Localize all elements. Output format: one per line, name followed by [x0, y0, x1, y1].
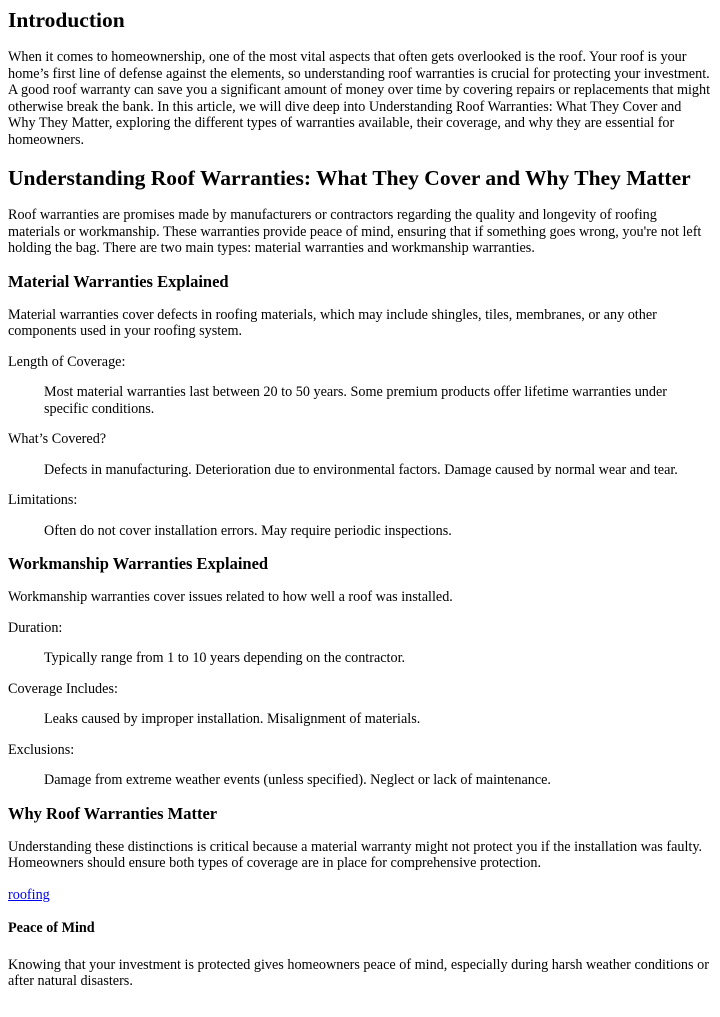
workmanship-term-coverage: Coverage Includes:: [8, 680, 118, 697]
roofing-link[interactable]: roofing: [8, 886, 50, 903]
workmanship-paragraph: Workmanship warranties cover issues related to how well a roof was installed.: [8, 589, 453, 605]
workmanship-definition-list: [8, 681, 712, 728]
workmanship-heading: Workmanship Warranties Explained: [8, 554, 269, 573]
workmanship-desc-coverage: Leaks caused by improper installation. Misalignment of materials.: [44, 711, 421, 727]
material-term-covered: What’s Covered?: [8, 431, 107, 447]
material-term-limitations: Limitations:: [8, 492, 78, 508]
peace-paragraph: Knowing that your investment is protected gives homeowners peace of mind, especially during harsh weather conditions or after natural disasters.: [8, 956, 709, 989]
intro-paragraph: When it comes to homeownership, one of the most vital aspects that often gets overlooked is the roof. Your roof is your home’s first line of defense against the elements, so understanding roof warranties is crucial for protecting your investment. A good roof warranty can save you a significant amount of money over time by covering repairs or replacements that might otherwise break the bank. In this article, we will dive deep into Understanding Roof Warranties: What They Cover and Why They Matter, exploring the different types of warranties available, their coverage, and why they are essential for homeowners.: [8, 49, 711, 148]
workmanship-term-duration: Duration:: [8, 619, 63, 636]
intro-heading: Introduction: [8, 8, 125, 32]
material-desc-limitations: Often do not cover installation errors. May require periodic inspections.: [44, 522, 452, 539]
workmanship-definition-list: [8, 742, 712, 789]
why-paragraph: Understanding these distinctions is critical because a material warranty might not protect you if the installation was faulty. Homeowners should ensure both types of coverage are in place for comprehensive protection.: [8, 838, 703, 871]
material-heading: Material Warranties Explained: [8, 271, 229, 291]
main-heading: Understanding Roof Warranties: What They Cover and Why They Matter: [8, 166, 691, 190]
material-definition-list: [8, 492, 712, 539]
material-definition-list: [8, 431, 712, 478]
workmanship-desc-duration: Typically range from 1 to 10 years depending on the contractor.: [44, 650, 406, 666]
material-term-length: Length of Coverage:: [8, 353, 126, 370]
material-paragraph: Material warranties cover defects in roofing materials, which may include shingles, tiles, membranes, or any other components used in your roofing system.: [8, 306, 657, 339]
peace-heading: Peace of Mind: [8, 920, 95, 936]
material-desc-covered: Defects in manufacturing. Deterioration due to environmental factors. Damage caused by normal wear and tear.: [44, 461, 678, 478]
why-heading: Why Roof Warranties Matter: [8, 803, 218, 823]
main-paragraph: Roof warranties are promises made by manufacturers or contractors regarding the quality and longevity of roofing materials or workmanship. These warranties provide peace of mind, ensuring that if something goes wrong, you're not left holding the bag. There are two main types: material warranties and workmanship warranties.: [8, 207, 702, 256]
workmanship-definition-list: [8, 620, 712, 667]
link-paragraph: [8, 887, 712, 904]
material-definition-list: [8, 354, 712, 418]
material-desc-length: Most material warranties last between 20 to 50 years. Some premium products offer lifetime warranties under specific conditions.: [44, 384, 668, 417]
workmanship-desc-exclusions: Damage from extreme weather events (unless specified). Neglect or lack of maintenance.: [44, 772, 551, 788]
workmanship-term-exclusions: Exclusions:: [8, 741, 75, 758]
